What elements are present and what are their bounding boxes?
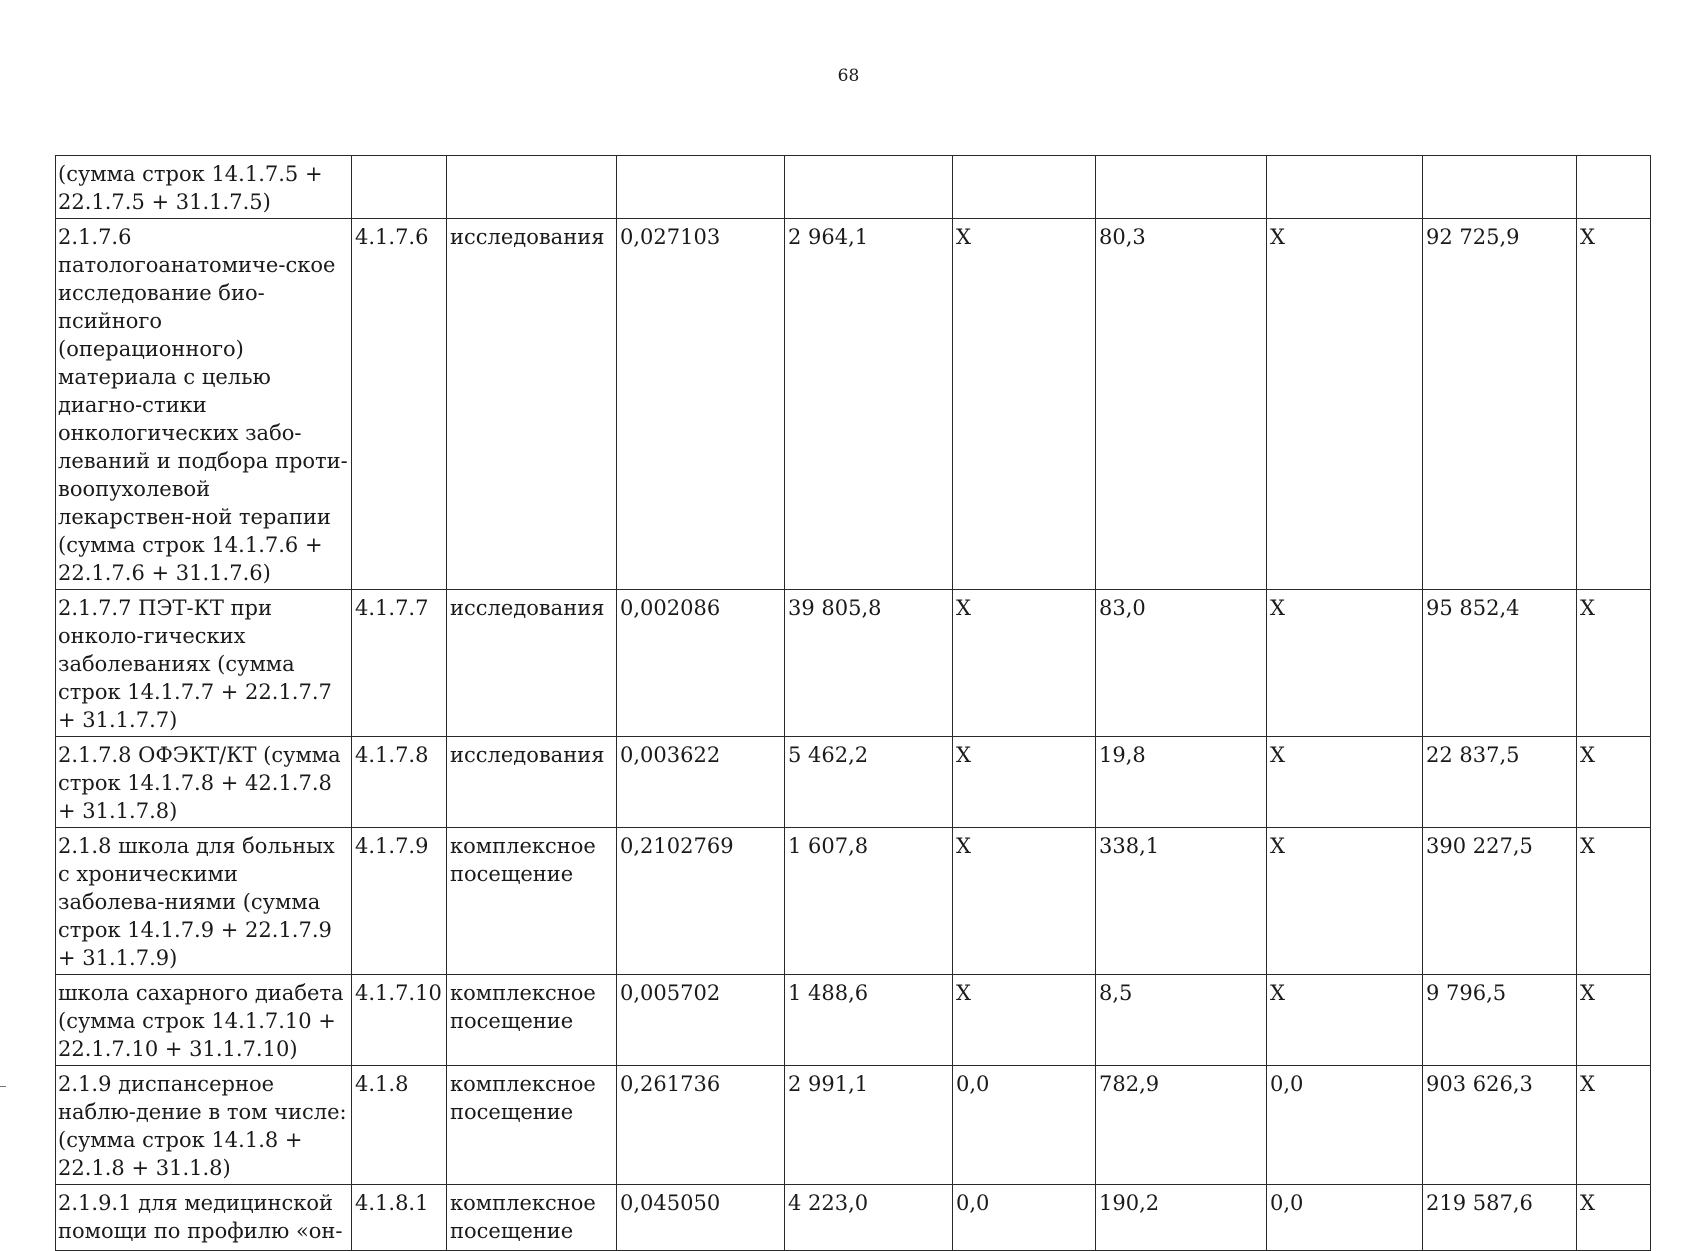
- row-col7-cell: 338,1: [1096, 828, 1267, 975]
- row-code-cell: 4.1.7.10: [352, 975, 447, 1066]
- row-cost-cell: 1 488,6: [785, 975, 953, 1066]
- row-norm-cell: 0,002086: [617, 590, 785, 737]
- table-row: [56, 828, 1651, 975]
- row-col10-cell: X: [1577, 737, 1651, 828]
- row-col10-cell: X: [1577, 828, 1651, 975]
- row-name-cell: 2.1.9.1 для медицинской помощи по профилю «он-: [56, 1185, 352, 1251]
- row-col9-cell: 95 852,4: [1423, 590, 1577, 737]
- row-col6-cell: X: [953, 975, 1096, 1066]
- row-col6-cell: 0,0: [953, 1185, 1096, 1251]
- row-unit-cell: исследования: [447, 590, 617, 737]
- row-col6-cell: X: [953, 590, 1096, 737]
- row-col10-cell: X: [1577, 1185, 1651, 1251]
- row-col9-cell: 92 725,9: [1423, 219, 1577, 590]
- margin-mark: [0, 1086, 6, 1087]
- row-col7-cell: 19,8: [1096, 737, 1267, 828]
- row-col8-cell: X: [1267, 828, 1423, 975]
- row-cost-cell: [785, 156, 953, 219]
- row-norm-cell: [617, 156, 785, 219]
- row-col9-cell: 9 796,5: [1423, 975, 1577, 1066]
- table-row: [56, 1066, 1651, 1185]
- row-col10-cell: X: [1577, 590, 1651, 737]
- row-col8-cell: X: [1267, 975, 1423, 1066]
- row-code-cell: [352, 156, 447, 219]
- row-cost-cell: 2 964,1: [785, 219, 953, 590]
- row-col8-cell: 0,0: [1267, 1185, 1423, 1251]
- row-norm-cell: 0,045050: [617, 1185, 785, 1251]
- row-norm-cell: 0,005702: [617, 975, 785, 1066]
- row-col10-cell: X: [1577, 1066, 1651, 1185]
- table-row: [56, 590, 1651, 737]
- row-norm-cell: 0,2102769: [617, 828, 785, 975]
- row-name-cell: 2.1.7.7 ПЭТ-КТ при онколо-гических заболеваниях (сумма строк 14.1.7.7 + 22.1.7.7 + 31.1.7.7): [56, 590, 352, 737]
- row-col7-cell: 782,9: [1096, 1066, 1267, 1185]
- row-cost-cell: 1 607,8: [785, 828, 953, 975]
- row-cost-cell: 4 223,0: [785, 1185, 953, 1251]
- row-col7-cell: 80,3: [1096, 219, 1267, 590]
- table-row: [56, 975, 1651, 1066]
- row-col9-cell: 219 587,6: [1423, 1185, 1577, 1251]
- row-unit-cell: исследования: [447, 219, 617, 590]
- row-name-cell: (сумма строк 14.1.7.5 + 22.1.7.5 + 31.1.7.5): [56, 156, 352, 219]
- page-number: 68: [837, 66, 860, 86]
- row-code-cell: 4.1.7.6: [352, 219, 447, 590]
- row-col6-cell: 0,0: [953, 1066, 1096, 1185]
- row-col8-cell: X: [1267, 737, 1423, 828]
- row-col6-cell: X: [953, 219, 1096, 590]
- row-col9-cell: [1423, 156, 1577, 219]
- row-col10-cell: [1577, 156, 1651, 219]
- row-code-cell: 4.1.7.9: [352, 828, 447, 975]
- row-col8-cell: 0,0: [1267, 1066, 1423, 1185]
- row-col8-cell: X: [1267, 590, 1423, 737]
- row-unit-cell: [447, 156, 617, 219]
- row-col6-cell: [953, 156, 1096, 219]
- table-row: [56, 156, 1651, 219]
- table-row: [56, 1185, 1651, 1251]
- row-col9-cell: 390 227,5: [1423, 828, 1577, 975]
- row-name-cell: 2.1.7.6 патологоанатомиче-ское исследование био-псийного (операционного) материала с целью диагно-стики онкологических забо-леваний и подбора проти-воопухолевой лекарствен-ной терапии (сумма строк 14.1.7.6 + 22.1.7.6 + 31.1.7.6): [56, 219, 352, 590]
- row-norm-cell: 0,027103: [617, 219, 785, 590]
- row-col7-cell: 8,5: [1096, 975, 1267, 1066]
- row-col10-cell: X: [1577, 975, 1651, 1066]
- row-col7-cell: 190,2: [1096, 1185, 1267, 1251]
- row-col8-cell: X: [1267, 219, 1423, 590]
- row-unit-cell: комплексное посещение: [447, 975, 617, 1066]
- row-code-cell: 4.1.7.7: [352, 590, 447, 737]
- table-row: [56, 737, 1651, 828]
- row-col6-cell: X: [953, 737, 1096, 828]
- row-col10-cell: X: [1577, 219, 1651, 590]
- row-name-cell: 2.1.8 школа для больных с хроническими заболева-ниями (сумма строк 14.1.7.9 + 22.1.7.9 + 31.1.7.9): [56, 828, 352, 975]
- row-cost-cell: 5 462,2: [785, 737, 953, 828]
- row-col8-cell: [1267, 156, 1423, 219]
- row-col7-cell: [1096, 156, 1267, 219]
- row-name-cell: школа сахарного диабета (сумма строк 14.1.7.10 + 22.1.7.10 + 31.1.7.10): [56, 975, 352, 1066]
- row-norm-cell: 0,261736: [617, 1066, 785, 1185]
- row-col7-cell: 83,0: [1096, 590, 1267, 737]
- table-row: [56, 219, 1651, 590]
- row-col9-cell: 22 837,5: [1423, 737, 1577, 828]
- row-unit-cell: комплексное посещение: [447, 1185, 617, 1251]
- row-cost-cell: 39 805,8: [785, 590, 953, 737]
- row-cost-cell: 2 991,1: [785, 1066, 953, 1185]
- row-code-cell: 4.1.8.1: [352, 1185, 447, 1251]
- row-unit-cell: исследования: [447, 737, 617, 828]
- row-name-cell: 2.1.7.8 ОФЭКТ/КТ (сумма строк 14.1.7.8 + 42.1.7.8 + 31.1.7.8): [56, 737, 352, 828]
- row-name-cell: 2.1.9 диспансерное наблю-дение в том числе: (сумма строк 14.1.8 + 22.1.8 + 31.1.8): [56, 1066, 352, 1185]
- row-col6-cell: X: [953, 828, 1096, 975]
- data-table: [55, 155, 1651, 1251]
- row-code-cell: 4.1.7.8: [352, 737, 447, 828]
- row-col9-cell: 903 626,3: [1423, 1066, 1577, 1185]
- row-unit-cell: комплексное посещение: [447, 828, 617, 975]
- row-norm-cell: 0,003622: [617, 737, 785, 828]
- row-unit-cell: комплексное посещение: [447, 1066, 617, 1185]
- row-code-cell: 4.1.8: [352, 1066, 447, 1185]
